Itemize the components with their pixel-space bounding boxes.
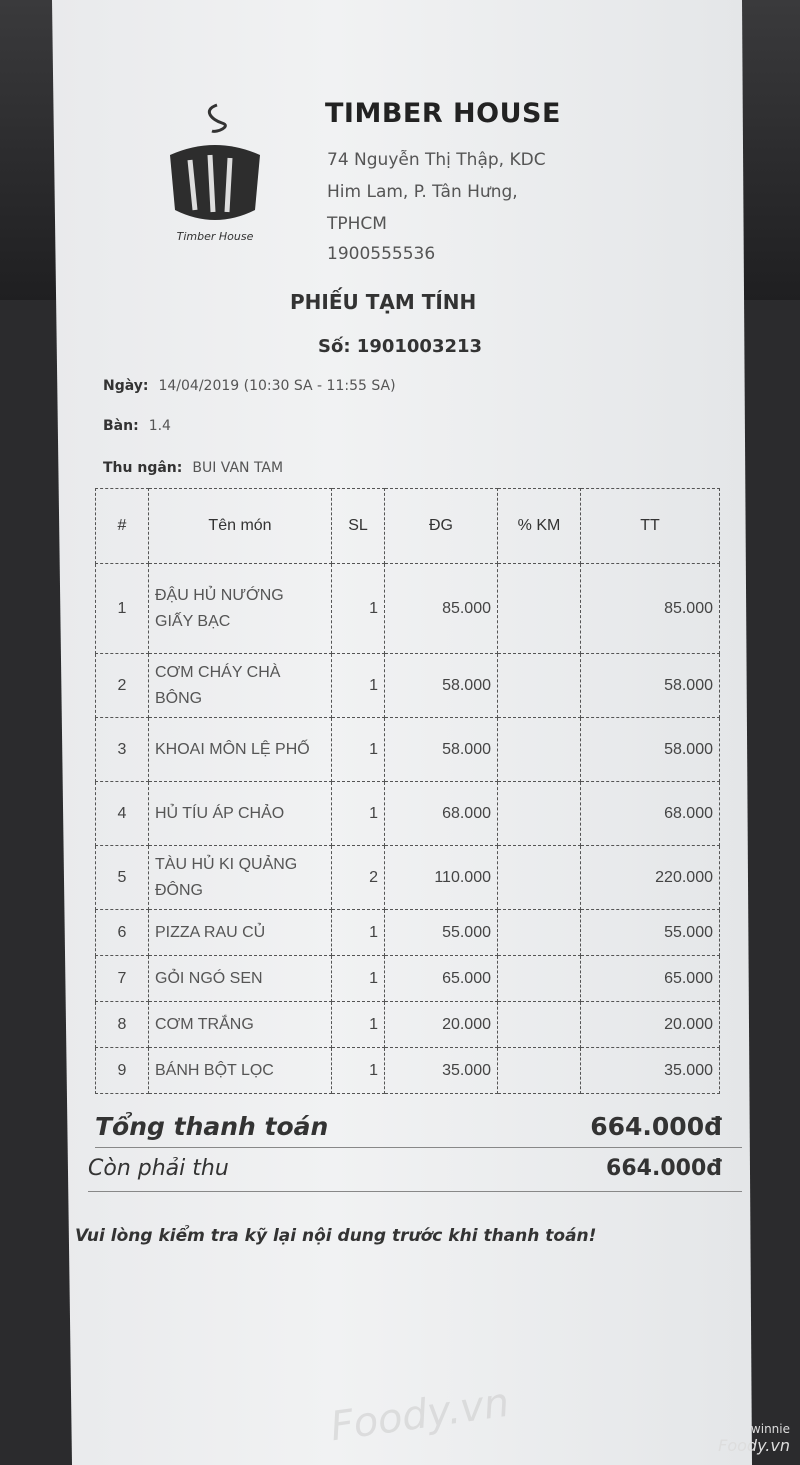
- cashier-label: Thu ngân:: [103, 460, 183, 476]
- item-qty: 1: [332, 782, 385, 846]
- item-qty: 1: [332, 1002, 385, 1048]
- item-number: 9: [96, 1048, 149, 1094]
- item-discount: [498, 718, 581, 782]
- item-number: 2: [96, 654, 149, 718]
- item-name: TÀU HỦ KI QUẢNG ĐÔNG: [149, 846, 332, 910]
- col-qty: SL: [332, 489, 385, 564]
- item-number: 6: [96, 910, 149, 956]
- item-total: 58.000: [581, 718, 720, 782]
- item-price: 35.000: [385, 1048, 498, 1094]
- item-price: 20.000: [385, 1002, 498, 1048]
- total-value: 664.000đ: [590, 1112, 722, 1141]
- item-number: 5: [96, 846, 149, 910]
- item-number: 7: [96, 956, 149, 1002]
- due-value: 664.000đ: [606, 1156, 722, 1181]
- item-total: 68.000: [581, 782, 720, 846]
- item-qty: 1: [332, 956, 385, 1002]
- item-price: 58.000: [385, 654, 498, 718]
- svg-text:Timber House: Timber House: [176, 230, 254, 243]
- watermark-user: winnie: [750, 1422, 790, 1436]
- item-name: PIZZA RAU CỦ: [149, 910, 332, 956]
- table-row: [96, 1002, 720, 1048]
- footer-note: Vui lòng kiểm tra kỹ lại nội dung trước khi thanh toán!: [75, 1226, 597, 1246]
- item-discount: [498, 564, 581, 654]
- item-discount: [498, 782, 581, 846]
- table-row: [96, 718, 720, 782]
- item-qty: 2: [332, 846, 385, 910]
- table-value: 1.4: [148, 418, 171, 434]
- item-price: 58.000: [385, 718, 498, 782]
- total-label: Tổng thanh toán: [95, 1112, 329, 1141]
- store-phone: 1900555536: [327, 244, 436, 264]
- store-address-line: Him Lam, P. Tân Hưng,: [327, 182, 518, 202]
- table-row: [96, 846, 720, 910]
- item-price: 55.000: [385, 910, 498, 956]
- cashier-value: BUI VAN TAM: [192, 460, 284, 476]
- item-number: 3: [96, 718, 149, 782]
- item-name: GỎI NGÓ SEN: [149, 956, 332, 1002]
- item-total: 65.000: [581, 956, 720, 1002]
- store-name: TIMBER HOUSE: [325, 98, 561, 129]
- table-row: [96, 654, 720, 718]
- item-total: 220.000: [581, 846, 720, 910]
- date-value: 14/04/2019 (10:30 SA - 11:55 SA): [158, 378, 396, 394]
- item-number: 4: [96, 782, 149, 846]
- item-discount: [498, 910, 581, 956]
- store-address-line: TPHCM: [327, 214, 387, 234]
- col-price: ĐG: [385, 489, 498, 564]
- date-label: Ngày:: [103, 378, 149, 394]
- item-qty: 1: [332, 718, 385, 782]
- item-total: 85.000: [581, 564, 720, 654]
- table-label: Bàn:: [103, 418, 139, 434]
- due-row: [88, 1156, 742, 1192]
- table-row-info: [103, 418, 171, 434]
- table-row: [96, 1048, 720, 1094]
- item-discount: [498, 654, 581, 718]
- item-qty: 1: [332, 910, 385, 956]
- item-discount: [498, 956, 581, 1002]
- item-number: 1: [96, 564, 149, 654]
- item-name: CƠM CHÁY CHÀ BÔNG: [149, 654, 332, 718]
- store-address-line: 74 Nguyễn Thị Thập, KDC: [327, 150, 546, 170]
- col-no: #: [96, 489, 149, 564]
- receipt-number: Số: 1901003213: [318, 336, 483, 357]
- receipt-body: [72, 488, 742, 1246]
- item-name: CƠM TRẮNG: [149, 1002, 332, 1048]
- items-table: [95, 488, 720, 1094]
- item-name: KHOAI MÔN LỆ PHỐ: [149, 718, 332, 782]
- item-total: 20.000: [581, 1002, 720, 1048]
- item-price: 85.000: [385, 564, 498, 654]
- item-qty: 1: [332, 564, 385, 654]
- due-label: Còn phải thu: [88, 1156, 229, 1181]
- item-total: 35.000: [581, 1048, 720, 1094]
- item-discount: [498, 1002, 581, 1048]
- item-name: BÁNH BỘT LỌC: [149, 1048, 332, 1094]
- item-price: 68.000: [385, 782, 498, 846]
- item-price: 65.000: [385, 956, 498, 1002]
- cashier-row: [103, 460, 283, 476]
- item-qty: 1: [332, 1048, 385, 1094]
- receipt-title: PHIẾU TẠM TÍNH: [290, 290, 477, 314]
- item-discount: [498, 1048, 581, 1094]
- item-qty: 1: [332, 654, 385, 718]
- foody-watermark: Foody.vn: [327, 1379, 512, 1451]
- table-row: [96, 956, 720, 1002]
- item-price: 110.000: [385, 846, 498, 910]
- store-logo: [155, 100, 275, 245]
- col-discount: % KM: [498, 489, 581, 564]
- item-discount: [498, 846, 581, 910]
- corner-watermark: [718, 1422, 790, 1455]
- item-total: 55.000: [581, 910, 720, 956]
- table-row: [96, 782, 720, 846]
- col-total: TT: [581, 489, 720, 564]
- date-row: [103, 378, 396, 394]
- table-row: [96, 564, 720, 654]
- item-total: 58.000: [581, 654, 720, 718]
- item-number: 8: [96, 1002, 149, 1048]
- item-name: ĐẬU HỦ NƯỚNG GIẤY BẠC: [149, 564, 332, 654]
- table-header: [96, 489, 720, 564]
- item-name: HỦ TÍU ÁP CHẢO: [149, 782, 332, 846]
- total-row: [95, 1112, 742, 1148]
- col-name: Tên món: [149, 489, 332, 564]
- table-row: [96, 910, 720, 956]
- watermark-brand: Foody.vn: [718, 1436, 790, 1455]
